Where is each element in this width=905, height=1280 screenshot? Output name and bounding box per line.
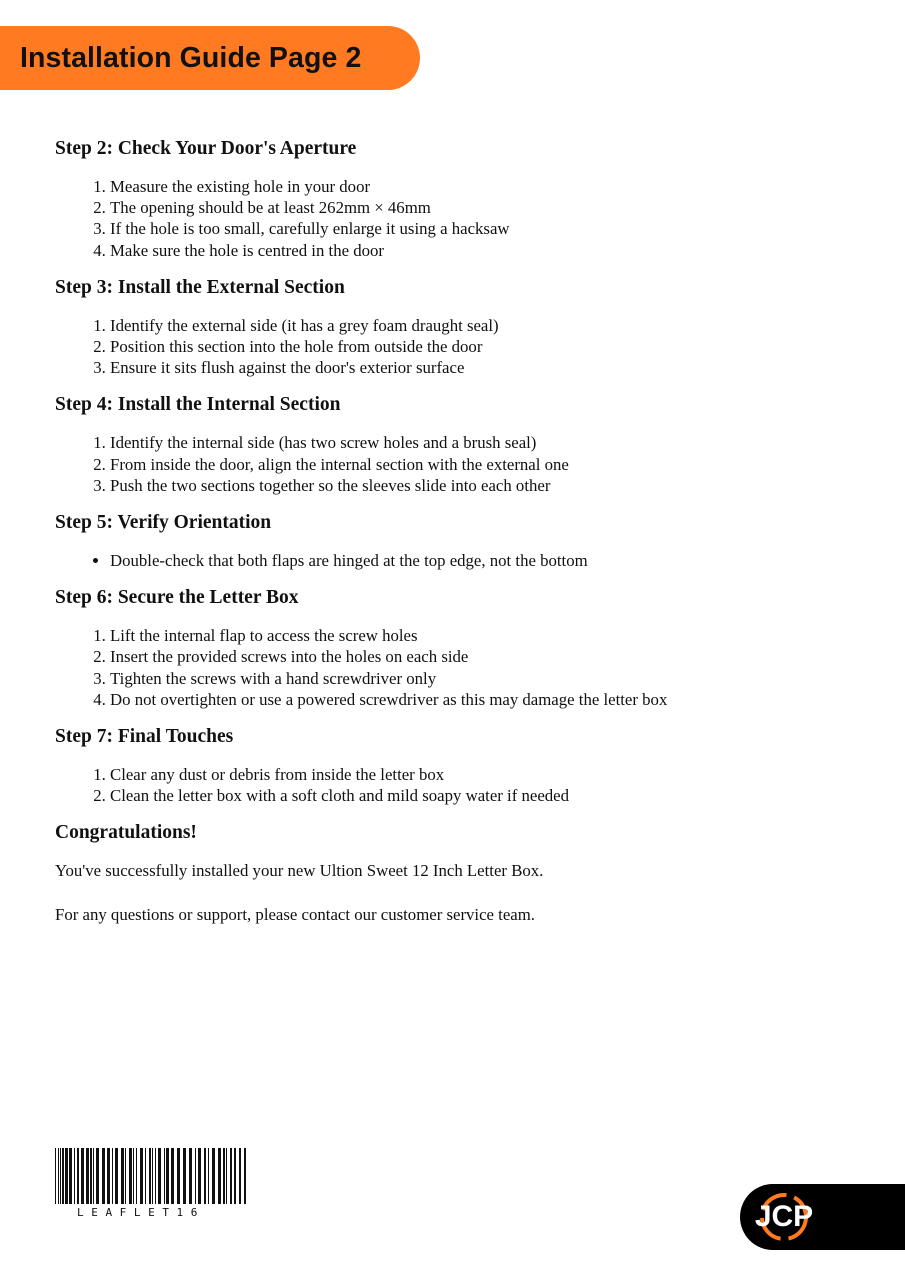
step-3-section (55, 275, 875, 379)
barcode-bar (195, 1148, 196, 1204)
barcode-bar (121, 1148, 124, 1204)
barcode-bar (58, 1148, 59, 1204)
step-list (55, 550, 875, 571)
step-list (55, 176, 875, 261)
step-5-section (55, 510, 875, 571)
barcode-bar (158, 1148, 161, 1204)
barcode-bar (166, 1148, 169, 1204)
barcode-bar (171, 1148, 174, 1204)
barcode-bar (177, 1148, 180, 1204)
barcode-bar (189, 1148, 192, 1204)
barcode-label: LEAFLET16 (77, 1206, 206, 1219)
barcode-bar (96, 1148, 99, 1204)
list-item: 1. Identify the internal side (has two screw holes and a brush seal) (110, 432, 875, 453)
step-heading: Step 6: Secure the Letter Box (55, 587, 299, 609)
barcode-bar (230, 1148, 232, 1204)
step-list (55, 432, 875, 496)
barcode-bar (133, 1148, 134, 1204)
barcode-bar (90, 1148, 92, 1204)
barcode-bar (164, 1148, 165, 1204)
barcode (55, 1148, 250, 1219)
logo-text: JCP (754, 1200, 814, 1233)
list-item: 1. Measure the existing hole in your door (110, 176, 875, 197)
step-list (55, 315, 875, 379)
step-heading: Step 3: Install the External Section (55, 276, 345, 298)
closing-message: You've successfully installed your new Ultion Sweet 12 Inch Letter Box. (55, 861, 544, 881)
list-item: 1. Lift the internal flap to access the screw holes (110, 625, 875, 646)
list-item: 1. Identify the external side (it has a grey foam draught seal) (110, 315, 875, 336)
closing-section (55, 820, 875, 924)
list-item: • Double-check that both flaps are hinged at the top edge, not the bottom (110, 550, 875, 571)
barcode-bar (81, 1148, 84, 1204)
list-item: 2. Clean the letter box with a soft cloth and mild soapy water if needed (110, 785, 875, 806)
barcode-bar (244, 1148, 246, 1204)
list-item: 3. Push the two sections together so the sleeves slide into each other (110, 475, 875, 496)
barcode-bar (223, 1148, 225, 1204)
barcode-bar (136, 1148, 137, 1204)
barcode-bar (208, 1148, 209, 1204)
header-banner (0, 26, 420, 90)
barcode-bar (74, 1148, 75, 1204)
barcode-bar (93, 1148, 94, 1204)
jcp-logo (740, 1184, 905, 1250)
barcode-bar (102, 1148, 105, 1204)
list-item: 3. If the hole is too small, carefully enlarge it using a hacksaw (110, 218, 875, 239)
barcode-bar (155, 1148, 156, 1204)
barcode-bar (62, 1148, 64, 1204)
step-list (55, 764, 875, 806)
barcode-bar (107, 1148, 110, 1204)
barcode-bar (145, 1148, 146, 1204)
list-item: 2. Insert the provided screws into the holes on each side (110, 646, 875, 667)
support-message: For any questions or support, please contact our customer service team. (55, 904, 535, 924)
list-item: 4. Make sure the hole is centred in the door (110, 240, 875, 261)
barcode-bar (226, 1148, 227, 1204)
list-item: 1. Clear any dust or debris from inside the letter box (110, 764, 875, 785)
list-item: 2. From inside the door, align the internal section with the external one (110, 454, 875, 475)
list-item: 3. Tighten the screws with a hand screwdriver only (110, 668, 875, 689)
barcode-bar (198, 1148, 201, 1204)
barcode-bar (77, 1148, 79, 1204)
step-2-section (55, 136, 875, 261)
barcode-bar (149, 1148, 151, 1204)
barcode-bar (234, 1148, 236, 1204)
barcode-bar (183, 1148, 186, 1204)
list-item: 4. Do not overtighten or use a powered screwdriver as this may damage the letter box (110, 689, 875, 710)
step-7-section (55, 724, 875, 806)
step-heading: Step 7: Final Touches (55, 726, 234, 748)
barcode-bar (112, 1148, 113, 1204)
step-6-section (55, 585, 875, 710)
closing-heading: Congratulations! (55, 822, 197, 844)
barcode-bar (115, 1148, 118, 1204)
barcode-bar (239, 1148, 241, 1204)
barcode-bar (125, 1148, 126, 1204)
step-heading: Step 5: Verify Orientation (55, 512, 272, 534)
barcode-bar (140, 1148, 143, 1204)
barcode-bar (218, 1148, 221, 1204)
barcode-bar (69, 1148, 72, 1204)
barcode-bar (212, 1148, 215, 1204)
list-item: 2. The opening should be at least 262mm × 46mm (110, 197, 875, 218)
barcode-bar (60, 1148, 61, 1204)
barcode-bar (86, 1148, 89, 1204)
step-heading: Step 4: Install the Internal Section (55, 394, 341, 416)
barcode-bar (152, 1148, 153, 1204)
barcode-bars (55, 1148, 250, 1204)
list-item: 2. Position this section into the hole from outside the door (110, 336, 875, 357)
list-item: 3. Ensure it sits flush against the door's exterior surface (110, 357, 875, 378)
step-heading: Step 2: Check Your Door's Aperture (55, 138, 357, 159)
brand-logo-block (740, 1184, 905, 1250)
step-4-section (55, 392, 875, 496)
barcode-bar (55, 1148, 56, 1204)
page-title: Installation Guide Page 2 (20, 41, 362, 74)
instructions-content (55, 136, 875, 947)
barcode-bar (65, 1148, 68, 1204)
barcode-bar (129, 1148, 132, 1204)
barcode-bar (204, 1148, 206, 1204)
step-list (55, 625, 875, 710)
